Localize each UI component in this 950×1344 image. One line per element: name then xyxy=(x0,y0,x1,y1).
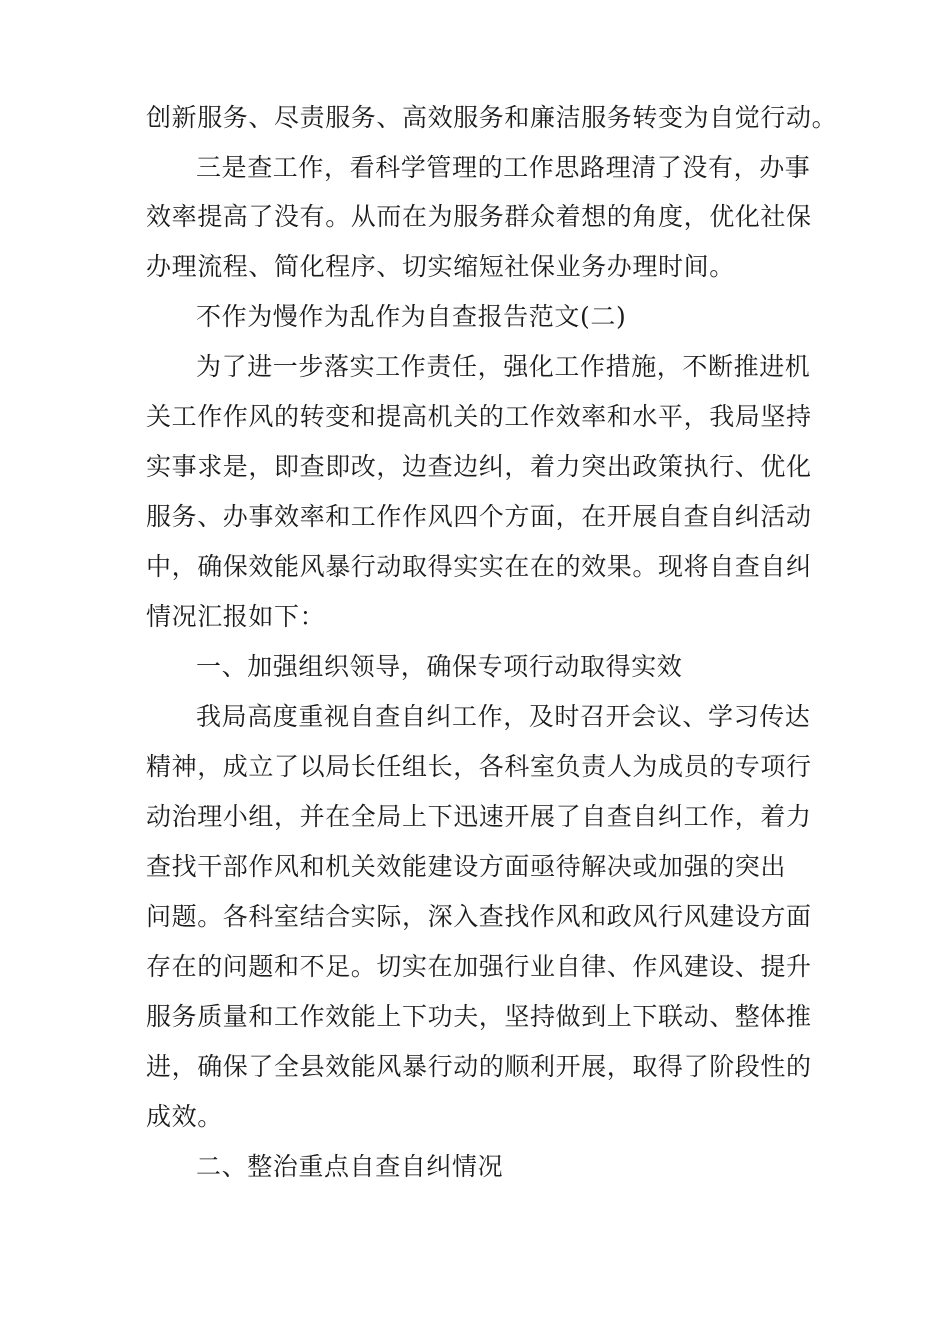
paragraph-line: 效率提高了没有。从而在为服务群众着想的角度，优化社保 xyxy=(146,202,812,231)
paragraph-line: 进，确保了全县效能风暴行动的顺利开展，取得了阶段性的 xyxy=(146,1052,812,1081)
paragraph-line: 服务、办事效率和工作作风四个方面，在开展自查自纠活动 xyxy=(146,502,812,531)
section-title: 不作为慢作为乱作为自查报告范文(二) xyxy=(196,302,627,331)
paragraph-line: 我局高度重视自查自纠工作，及时召开会议、学习传达 xyxy=(196,702,811,731)
paragraph-line: 为了进一步落实工作责任，强化工作措施，不断推进机 xyxy=(196,352,811,381)
paragraph-line: 情况汇报如下： xyxy=(146,602,326,631)
paragraph-line: 关工作作风的转变和提高机关的工作效率和水平，我局坚持 xyxy=(146,402,812,431)
paragraph-line: 实事求是，即查即改，边查边纠，着力突出政策执行、优化 xyxy=(146,452,812,481)
paragraph-line: 创新服务、尽责服务、高效服务和廉洁服务转变为自觉行动。 xyxy=(146,103,838,132)
paragraph-line: 问题。各科室结合实际，深入查找作风和政风行风建设方面 xyxy=(146,902,812,931)
paragraph-line: 三是查工作，看科学管理的工作思路理清了没有，办事 xyxy=(196,153,811,182)
paragraph-line: 中，确保效能风暴行动取得实实在在的效果。现将自查自纠 xyxy=(146,552,812,581)
paragraph-line: 动治理小组，并在全局上下迅速开展了自查自纠工作，着力 xyxy=(146,802,812,831)
paragraph-line: 查找干部作风和机关效能建设方面亟待解决或加强的突出 xyxy=(146,852,787,881)
paragraph-line: 办理流程、简化程序、切实缩短社保业务办理时间。 xyxy=(146,252,735,281)
section-heading: 二、整治重点自查自纠情况 xyxy=(196,1152,504,1181)
paragraph-line: 服务质量和工作效能上下功夫，坚持做到上下联动、整体推 xyxy=(146,1002,812,1031)
section-heading: 一、加强组织领导，确保专项行动取得实效 xyxy=(196,652,683,681)
paragraph-line: 成效。 xyxy=(146,1102,223,1131)
paragraph-line: 存在的问题和不足。切实在加强行业自律、作风建设、提升 xyxy=(146,952,812,981)
paragraph-line: 精神，成立了以局长任组长，各科室负责人为成员的专项行 xyxy=(146,752,812,781)
